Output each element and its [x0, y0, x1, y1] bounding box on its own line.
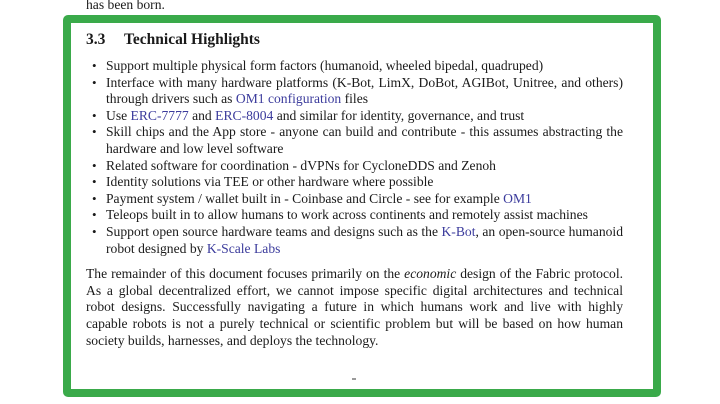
link-erc-8004[interactable]: ERC-8004 [215, 107, 274, 123]
bullet-text: and [188, 107, 216, 123]
bullet-item [106, 108, 623, 125]
link-om1-configuration[interactable]: OM1 configuration [235, 91, 342, 107]
bullet-text: Identity solutions via TEE or other hardware where possible [106, 174, 434, 190]
bullet-text: Teleops built in to allow humans to work across continents and remotely assist machines [106, 207, 588, 223]
bullet-item [106, 75, 623, 108]
bullet-item [106, 58, 623, 75]
page-mark [352, 378, 356, 380]
emphasis-economic: economic [404, 266, 457, 282]
section-title: Technical Highlights [124, 31, 260, 48]
previous-paragraph-tail: has been born. [86, 0, 165, 12]
bullet-text: Skill chips and the App store - anyone can build and contribute - this assumes abstracting the hardware and low level software [106, 124, 623, 156]
bullet-text: Support multiple physical form factors (humanoid, wheeled bipedal, quadruped) [106, 58, 544, 73]
bullet-text: Use [106, 107, 131, 123]
summary-paragraph [86, 266, 623, 349]
section-content [86, 30, 623, 349]
link-k-scale-labs[interactable]: K-Scale Labs [206, 240, 281, 256]
bullet-item [106, 174, 623, 191]
bullet-item [106, 158, 623, 175]
link-om1[interactable]: OM1 [503, 190, 532, 206]
bullet-text: files [341, 91, 369, 107]
bullet-item [106, 191, 623, 208]
paragraph-text: The remainder of this document focuses primarily on the [86, 266, 405, 282]
bullet-text: , an open-source humanoid robot designed by [106, 223, 623, 256]
bullet-text: Payment system / wallet built in - Coinbase and Circle - see for example [106, 190, 504, 206]
link-k-bot[interactable]: K-Bot [441, 223, 476, 239]
section-heading [86, 30, 623, 50]
bullet-text: and similar for identity, governance, and trust [273, 107, 525, 123]
bullet-item [106, 207, 623, 224]
paragraph-text: design of the Fabric protocol. As a global decentralized effort, we cannot impose specific digital architectures and technical robot designs. Successfully navigating a future in which humans work and live with highly capable robots is not a purely technical or scientific problem but will be based on how human society builds, harnesses, and deploys the technology. [86, 266, 623, 348]
link-erc-7777[interactable]: ERC-7777 [130, 107, 189, 123]
highlights-list [86, 58, 623, 257]
bullet-item [106, 224, 623, 257]
bullet-text: Related software for coordination - dVPNs for CycloneDDS and Zenoh [106, 157, 496, 173]
bullet-text: Interface with many hardware platforms (K-Bot, LimX, DoBot, AGIBot, Unitree, and others) through drivers such as [106, 74, 623, 107]
bullet-text: Support open source hardware teams and designs such as the [106, 223, 442, 239]
bullet-item [106, 124, 623, 157]
section-number: 3.3 [86, 31, 106, 48]
